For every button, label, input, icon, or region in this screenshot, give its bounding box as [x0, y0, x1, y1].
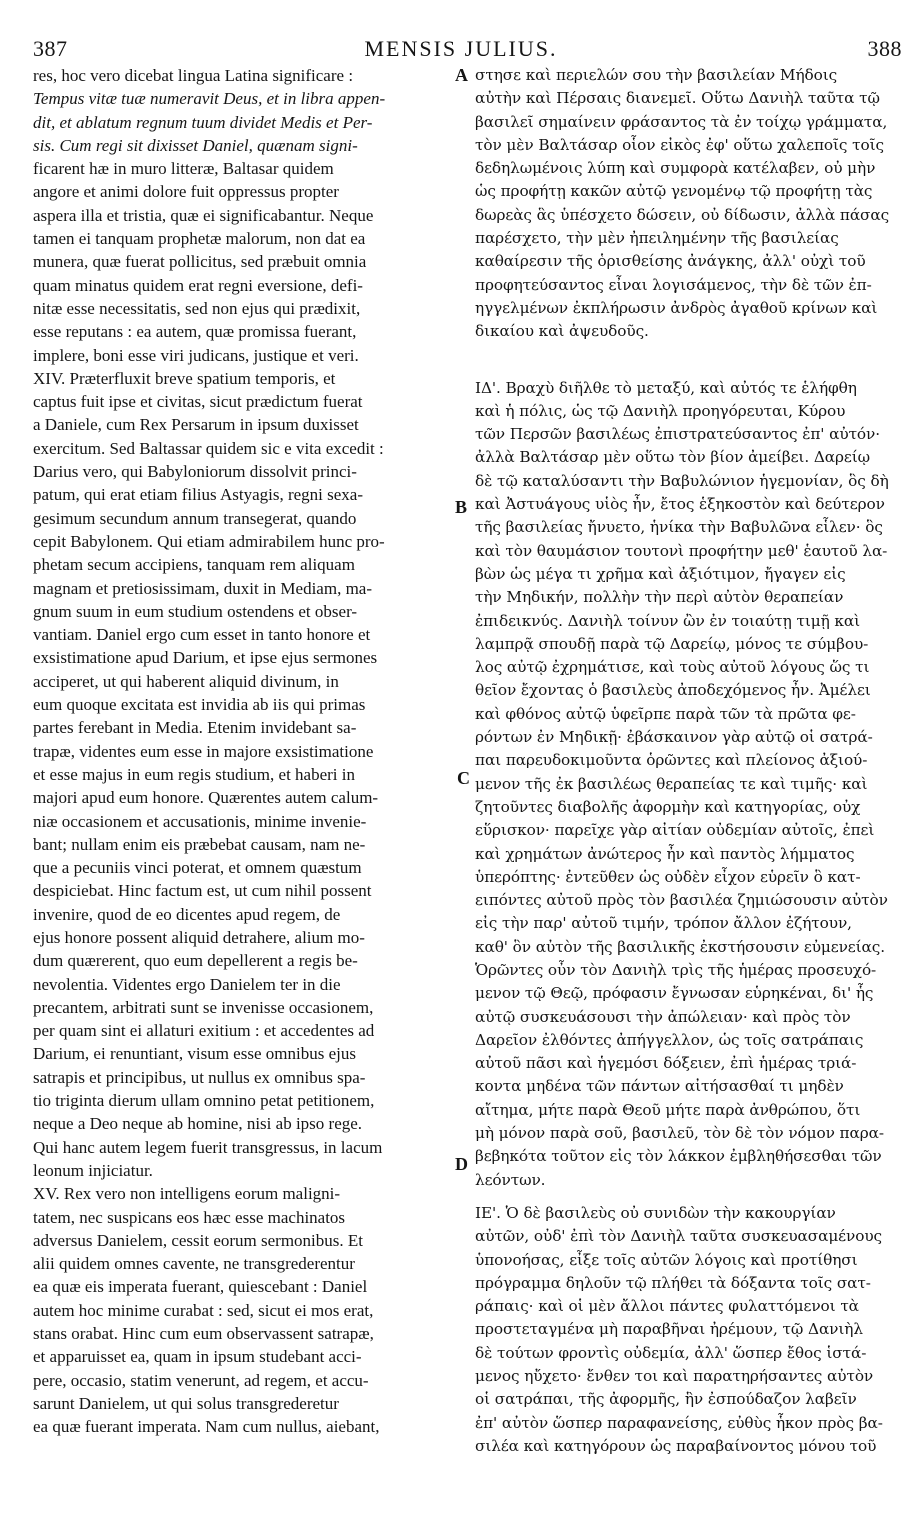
latin-text-line: sarunt Danielem, ut qui solus transgrederetur	[33, 1393, 339, 1413]
greek-text-line: ΙΔ'. Βραχὺ διῆλθε τὸ μεταξύ, καὶ αὐτός τε ἑλήφθη	[475, 378, 857, 397]
greek-text-line: ΙΕ'. Ὁ δὲ βασιλεὺς οὐ συνιδὼν τὴν κακουργίαν	[475, 1203, 836, 1222]
greek-text-line: ἐπ' αὐτὸν ὥσπερ παραφανείσης, εὐθὺς ἧκον πρὸς βα-	[475, 1413, 883, 1432]
latin-text-line: exercitum. Sed Baltassar quidem sic e vita excedit :	[33, 438, 384, 458]
latin-text-line: vantiam. Daniel ergo cum esset in tanto honore et	[33, 625, 371, 645]
paragraph-gap	[475, 344, 903, 377]
latin-text-line: nitæ esse necessitatis, sed non ejus qui prædixit,	[33, 298, 361, 318]
greek-text-line: ζητοῦντες διαβολῆς ἀφορμὴν καὶ κατηγορίας, οὐχ	[475, 797, 861, 816]
greek-text-line: καθ' ὃν αὐτὸν τῆς βασιλικῆς ἐκστήσουσιν εὐμενείας.	[475, 937, 885, 956]
latin-text-line: esse reputans : ea autem, quæ promissa fuerant,	[33, 322, 357, 342]
latin-text-line: quam minatus quidem erat regni eversione, defi-	[33, 275, 363, 295]
latin-text-line: majori apud eum honore. Quærentes autem calum-	[33, 788, 379, 808]
latin-text-line: bant; nullam enim eis præbebat causam, nam ne-	[33, 834, 366, 854]
greek-text-line: αὐτὴν καὶ Πέρσαις διανεμεῖ. Οὕτω Δανιὴλ ταῦτα τῷ	[475, 89, 880, 108]
latin-text-line: pere, occasio, statim venerunt, ad regem, et accu-	[33, 1370, 369, 1390]
greek-text-line: πρόγραμμα δηλοῦν τῷ πλήθει τὰ δόξαντα τοῖς σατ-	[475, 1273, 871, 1292]
latin-text-line: trapæ, videntes eum esse in majore exsistimatione	[33, 741, 374, 761]
latin-text-line: eum quoque excitata est invidia ab iis qui primas	[33, 695, 366, 715]
greek-paragraph-13	[475, 64, 903, 344]
greek-text-line: τὸν μὲν Βαλτάσαρ οἷον εἰκὸς ἐφ' οὕτω χαλεποῖς τοῖς	[475, 135, 884, 154]
latin-text-line: sis. Cum regi sit dixisset Daniel, quænam signi-	[33, 135, 358, 155]
latin-text-line: implere, boni esse viri judicans, justique et veri.	[33, 345, 359, 365]
latin-text-line: alii quidem omnes cavente, ne transgrederentur	[33, 1254, 355, 1274]
greek-text-line: οἱ σατράπαι, τῆς ἀφορμῆς, ἣν ἐσπούδαζον λαβεῖν	[475, 1390, 857, 1409]
greek-text-line: καὶ τὸν θαυμάσιον τουτονὶ προφήτην μεθ' ἑαυτοῦ λα-	[475, 541, 888, 560]
latin-text-line: autem hoc minime curabat : sed, sicut ei mos erat,	[33, 1300, 374, 1320]
greek-text-line: αὐτῶν, οὐδ' ἐπὶ τὸν Δανιὴλ ταῦτα συσκευασαμένους	[475, 1227, 882, 1246]
greek-text-line: Δαρεῖον ἐλθόντες ἀπήγγελλον, ὡς τοῖς σατράπαις	[475, 1030, 864, 1049]
running-title: MENSIS JULIUS.	[364, 36, 558, 61]
latin-text-line: Tempus vitæ tuæ numeravit Deus, et in libra appen-	[33, 89, 386, 109]
greek-text-line: Ὁρῶντες οὖν τὸν Δανιὴλ τρὶς τῆς ἡμέρας προσευχό-	[475, 960, 877, 979]
latin-text-line: ejus honore possent aliquid detrahere, alium mo-	[33, 927, 365, 947]
latin-text-line: patum, qui erat etiam filius Astyagis, regni sexa-	[33, 485, 364, 505]
page-number-left: 387	[33, 36, 68, 61]
latin-text-line: angore et animi dolore fuit oppressus propter	[33, 182, 339, 202]
latin-text-line: ea quæ eis imperata fuerant, quiescebant : Daniel	[33, 1277, 368, 1297]
latin-text-line: gnum suum in eum studium ostendens et obser-	[33, 601, 358, 621]
greek-text-line: αἴτημα, μήτε παρὰ Θεοῦ μήτε παρὰ ἀνθρώπου, ὅτι	[475, 1100, 861, 1119]
greek-text-line: τὴν Μηδικήν, πολλὴν τὴν περὶ αὐτὸν θεραπείαν	[475, 588, 844, 607]
greek-text-line: παι παρευδοκιμοῦντα ὁρῶντες καὶ πλείονος ἀξιού-	[475, 751, 868, 770]
greek-text-line: στησε καὶ περιελών σου τὴν βασιλείαν Μήδοις	[475, 66, 838, 84]
latin-text-line: dum quærerent, quo eum depellerent a regis be-	[33, 951, 358, 971]
margin-letter-a: A	[455, 65, 468, 85]
latin-text-line: per quam sint ei allaturi exitium : et accedentes ad	[33, 1021, 375, 1041]
latin-text-line: phetam secum accipiens, tanquam rem aliquam	[33, 555, 355, 575]
latin-text-line: leonum injiciatur.	[33, 1160, 153, 1180]
greek-text-line: καθαίρεσιν τῆς ὁρισθείσης ἀνάγκης, ἀλλ' οὐχὶ τοῦ	[475, 252, 866, 271]
greek-text-line: ηγγελμένων ἐκπλήρωσιν ἀνδρὸς ἀγαθοῦ κρίνων καὶ	[475, 298, 878, 317]
greek-text-line: ράπαις· καὶ οἱ μὲν ἄλλοι πάντες φυλαττόμενοι τὰ	[475, 1297, 859, 1316]
greek-text-line: δὲ τῷ καταλύσαντι τὴν Βαβυλώνιον ἡγεμονίαν, ὃς δὴ	[475, 471, 889, 490]
latin-text-line: acciperet, ut qui haberent aliquid divinum, in	[33, 671, 339, 691]
greek-text-line: δεδηλωμένοις λύπη καὶ συμφορὰ κατέλαβεν, οὐ μὴν	[475, 159, 876, 178]
latin-text-line: et apparuisset ea, quam in ipsum studebant acci-	[33, 1347, 362, 1367]
latin-text-line: tatem, nec suspicans eos hæc esse machinatos	[33, 1207, 346, 1227]
greek-text-line: μενος ηὔχετο· ἔνθεν τοι καὶ παρατηρήσαντες αὐτὸν	[475, 1367, 874, 1386]
latin-text-line: ea quæ fuerant imperata. Nam cum nullus, aiebant,	[33, 1417, 380, 1437]
greek-text-line: καὶ ἡ πόλις, ὡς τῷ Δανιὴλ προηγόρευται, Κύρου	[475, 401, 846, 420]
greek-text-line: βασιλεῖ σημαίνειν φράσαντος τὰ ἐν τοίχῳ γράμματα,	[475, 112, 888, 131]
greek-text-line: τῶν Περσῶν βασιλέως ἐπιστρατεύσαντος ἐπ' αὐτόν·	[475, 425, 881, 444]
paragraph-gap	[475, 1192, 903, 1202]
greek-text-line: θεῖον ἔχοντας ὁ βασιλεὺς ἀποδεχόμενος ἦν. Ἀμέλει	[475, 681, 871, 700]
greek-text-line: δὲ τούτων φροντὶς οὐδεμία, ἀλλ' ὥσπερ ἔθος ἱστά-	[475, 1343, 867, 1362]
greek-text-line: καὶ φθόνος αὐτῷ ὑφεῖρπε παρὰ τῶν τὰ πρῶτα φε-	[475, 704, 856, 723]
greek-text-line: δωρεὰς ἃς ὑπέσχετο δώσειν, οὐ δίδωσιν, ἀλλὰ πάσας	[475, 205, 890, 224]
greek-text-line: εἰς τὴν παρ' αὐτοῦ τιμήν, τρόπον ἄλλον ἐζήτουν,	[475, 914, 852, 933]
latin-text-line: aspera illa et tristia, quæ ei significabantur. Neque	[33, 205, 374, 225]
greek-text-line: εὕρισκον· παρεῖχε γὰρ αἰτίαν οὐδεμίαν αὐτοῖς, ἐπεὶ	[475, 821, 875, 840]
latin-text-line: Qui hanc autem legem fuerit transgressus, in lacum	[33, 1137, 383, 1157]
latin-text-line: exsistimatione apud Darium, et ipse ejus sermones	[33, 648, 378, 668]
margin-letter-c: C	[457, 768, 470, 788]
latin-text-line: que a pecuniis vinci poterat, et omnem quæstum	[33, 858, 362, 878]
latin-text-line: neque a Deo neque ab homine, nisi ab ipso rege.	[33, 1114, 363, 1134]
greek-text-line: ὡς προφήτῃ κακῶν αὐτῷ γενομένῳ τῷ προφήτῃ τὰς	[475, 182, 873, 201]
latin-text-line: et esse majus in eum regis studium, et haberi in	[33, 764, 355, 784]
greek-text-line: βὼν ὡς μέγα τι χρῆμα καὶ ἀξιότιμον, ἤγαγεν εἰς	[475, 564, 846, 583]
greek-text-line: αὐτῷ συσκευάσουσι τὴν ἀπώλειαν· καὶ πρὸς τὸν	[475, 1007, 851, 1026]
greek-text-line: βεβηκότα τοῦτον εἰς τὸν λάκκον ἐμβληθήσεσθαι τῶν	[475, 1147, 882, 1166]
greek-text-line: λεόντων.	[475, 1170, 546, 1189]
page-number-right: 388	[867, 36, 902, 61]
latin-text-line: captus fuit ipse et civitas, sicut prædictum fuerat	[33, 392, 363, 412]
greek-text-line: μενον τῷ Θεῷ, πρόφασιν ἔγνωσαν εὑρηκέναι, δι' ἧς	[475, 984, 874, 1003]
greek-paragraph-14	[475, 377, 903, 1192]
greek-text-line: ρόντων ἐν Μηδικῇ· ἐβάσκαινον γὰρ αὐτῷ οἱ σατρά-	[475, 728, 873, 747]
latin-text-line: stans orabat. Hinc cum eum observassent satrapæ,	[33, 1324, 374, 1344]
latin-column	[33, 64, 451, 1439]
latin-text-line: despiciebat. Hinc factum est, ut cum nihil possent	[33, 881, 372, 901]
latin-text-line: munera, quæ fuerat pollicitus, sed præbuit omnia	[33, 252, 367, 272]
latin-text-line: nevolentia. Videntes ergo Danielem ter in die	[33, 974, 341, 994]
greek-text-line: ἀλλὰ Βαλτάσαρ μὲν οὕτω τὸν βίον ἀμείβει. Δαρείῳ	[475, 448, 871, 467]
greek-text-line: καὶ Ἀστυάγους υἱὸς ἦν, ἔτος ἑξηκοστὸν καὶ δεύτερον	[475, 495, 885, 514]
latin-text-line: adversus Danielem, cessit eorum sermonibus. Et	[33, 1230, 364, 1250]
greek-text-line: μενον τῆς ἐκ βασιλέως θεραπείας τε καὶ τιμῆς· καὶ	[475, 774, 868, 793]
greek-text-line: ὑπονοήσας, εἶξε τοῖς αὐτῶν λόγοις καὶ προτίθησι	[475, 1250, 858, 1269]
greek-text-line: δικαίου καὶ ἀψευδοῦς.	[475, 322, 649, 341]
latin-text-line: tio triginta dierum ullam omnino petat petitionem,	[33, 1091, 375, 1111]
latin-text-line: a Daniele, cum Rex Persarum in ipsum duxisset	[33, 415, 359, 435]
margin-letter-b: B	[455, 497, 468, 517]
greek-paragraph-15	[475, 1202, 903, 1458]
latin-text-line: precantem, arbitrati sunt se invenisse occasionem,	[33, 997, 374, 1017]
greek-text-line: μὴ μόνον παρὰ σοῦ, βασιλεῦ, τὸν δὲ τὸν νόμον παρα-	[475, 1124, 884, 1143]
greek-text-line: παρέσχετο, τὴν μὲν ἠπειλημένην τῆς βασιλείας	[475, 229, 839, 248]
latin-text-line: XIV. Præterfluxit breve spatium temporis, et	[33, 368, 336, 388]
latin-text-line: XV. Rex vero non intelligens eorum maligni-	[33, 1184, 341, 1204]
latin-text-line: niæ occasionem et accusationis, minime invenie-	[33, 811, 367, 831]
margin-letter-d: D	[455, 1154, 468, 1174]
latin-text-line: tamen ei tanquam prophetæ malorum, non dat ea	[33, 229, 366, 249]
latin-text-line: Darium, ei renuntiant, visum esse omnibus ejus	[33, 1044, 356, 1064]
latin-text-line: cepit Babylonem. Qui etiam admirabilem hunc pro-	[33, 531, 385, 551]
latin-text-line: gesimum secundum annum transegerat, quando	[33, 508, 357, 528]
latin-text-line: Darius vero, qui Babyloniorum dissolvit princi-	[33, 462, 357, 482]
latin-text-line: res, hoc vero dicebat lingua Latina significare :	[33, 66, 354, 85]
greek-text-line: προφητεύσαντος εἶναι λογισάμενος, τὴν δὲ τῶν ἐπ-	[475, 275, 872, 294]
greek-text-line: σιλέα καὶ κατηγόρουν ὡς παραβαίνοντος μόνου τοῦ	[475, 1436, 877, 1455]
greek-column	[475, 64, 903, 1458]
greek-text-line: ειπόντες αὐτοῦ πρὸς τὸν βασιλέα ζημιώσουσιν αὐτὸν	[475, 891, 888, 910]
latin-text-line: invenire, quod de eo dicentes apud regem, de	[33, 904, 341, 924]
greek-text-line: καὶ χρημάτων ἀνώτερος ἦν καὶ παντὸς λήμματος	[475, 844, 855, 863]
greek-text-line: προστεταγμένα μὴ παραβῆναι ἠρέμουν, τῷ Δανιὴλ	[475, 1320, 863, 1339]
greek-text-line: ἐπιδεικνύς. Δανιὴλ τοίνυν ὢν ἐν τοιαύτῃ τιμῇ καὶ	[475, 611, 860, 630]
greek-text-line: λαμπρᾷ σπουδῇ παρὰ τῷ Δαρείῳ, μόνος τε σύμβου-	[475, 634, 869, 653]
greek-text-line: ὑπερόπτης· ἐντεῦθεν ὡς οὐδὲν εἶχον εὑρεῖν ὃ κατ-	[475, 867, 861, 886]
latin-text-line: dit, et ablatum regnum tuum dividet Medis et Per-	[33, 112, 373, 132]
greek-text-line: κοντα μηδένα τῶν πάντων αἰτήσασθαί τι μηδὲν	[475, 1077, 844, 1096]
latin-text-line: satrapis et principibus, ut nullus ex omnibus spa-	[33, 1067, 366, 1087]
greek-text-line: λος αὐτῷ ἐχρημάτισε, καὶ τοὺς αὐτοῦ λόγους ὥς τι	[475, 658, 870, 677]
greek-text-line: τῆς βασιλείας ἤνυετο, ἡνίκα τὴν Βαβυλῶνα εἷλεν· ὃς	[475, 518, 883, 537]
latin-text-line: ficarent hæ in muro litteræ, Baltasar quidem	[33, 159, 334, 179]
latin-text-line: magnam et pretiosissimam, duxit in Mediam, ma-	[33, 578, 372, 598]
greek-text-line: αὐτοῦ πᾶσι καὶ ἡγεμόσι δόξειεν, ἐπὶ ἡμέρας τριά-	[475, 1054, 857, 1073]
latin-text-line: partes ferebant in Media. Etenim invidebant sa-	[33, 718, 357, 738]
